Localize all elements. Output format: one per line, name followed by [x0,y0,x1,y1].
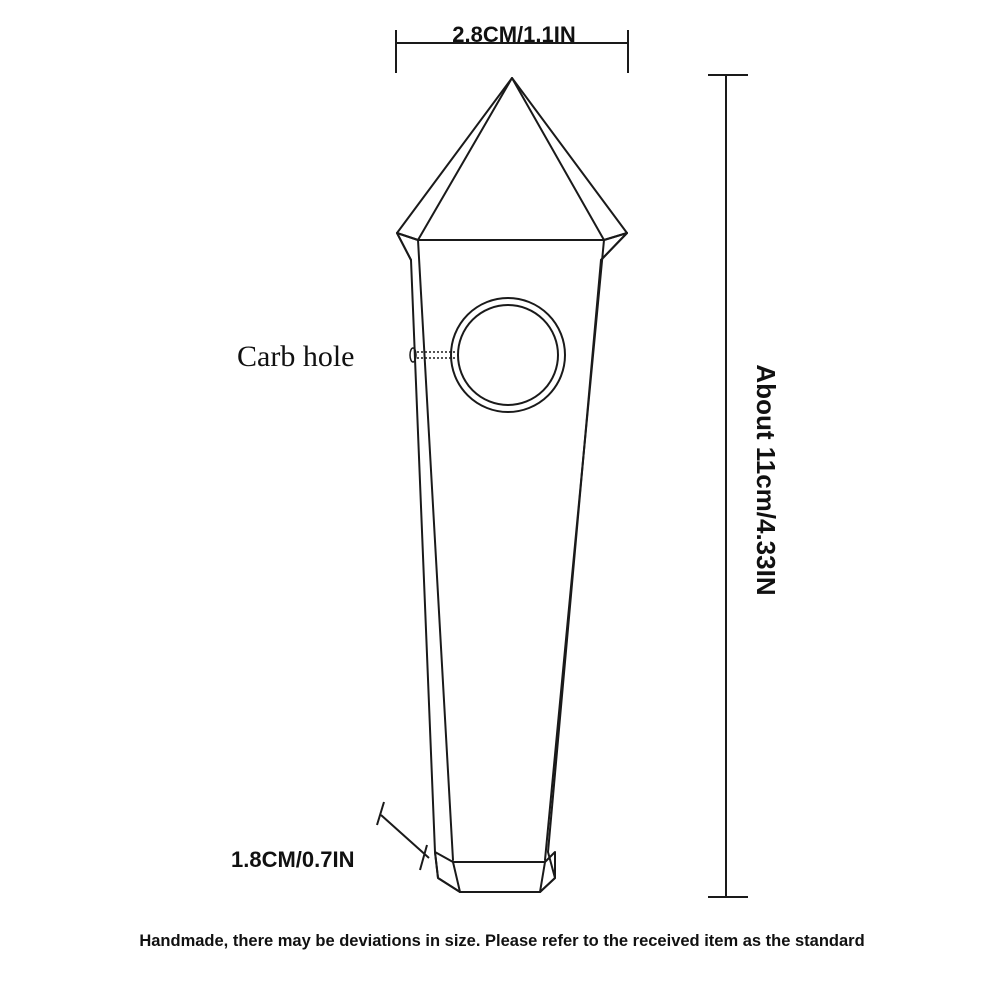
bottom-width-dimension [377,802,429,870]
bottom-width-label: 1.8CM/0.7IN [231,847,355,872]
height-dimension [708,75,748,897]
carb-hole-label: Carb hole [237,340,355,373]
pipe-body [397,233,627,892]
bowl-hole-inner [458,305,558,405]
top-width-label: 2.8CM/1.1IN [452,22,576,47]
crystal-pipe [397,78,627,892]
disclaimer-text: Handmade, there may be deviations in size. Please refer to the received item as the standard [139,932,865,950]
height-label: About 11cm/4.33IN [751,364,781,596]
bowl-hole-outer [451,298,565,412]
